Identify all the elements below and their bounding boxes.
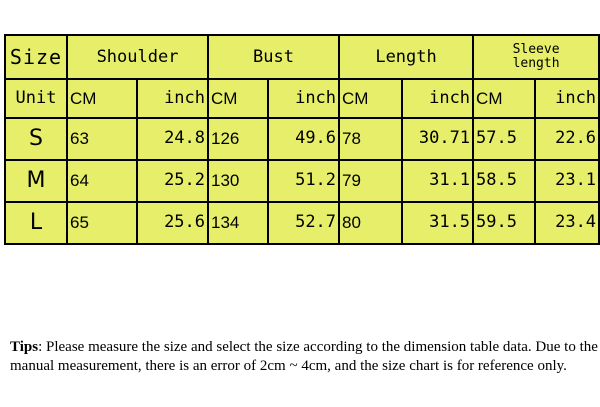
length-inch-unit: inch: [402, 79, 473, 118]
tips-note: [10, 338, 598, 376]
length-inch-cell: 31.1: [402, 160, 473, 202]
length-inch-cell: 31.5: [402, 202, 473, 244]
sleeve-cm-cell: 58.5: [473, 160, 535, 202]
sleeve-header-line2: length: [512, 56, 560, 72]
table-row: [5, 160, 599, 202]
bust-cm-cell: 134: [208, 202, 268, 244]
size-cell: S: [5, 118, 67, 160]
shoulder-cm-cell: 64: [67, 160, 137, 202]
table-row: [5, 202, 599, 244]
bust-inch-unit: inch: [268, 79, 339, 118]
sleeve-header-line1: Sleeve: [512, 41, 560, 57]
length-cm-cell: 78: [339, 118, 402, 160]
sleeve-inch-cell: 23.1: [535, 160, 599, 202]
size-header: Size: [5, 35, 67, 79]
size-chart-table: [4, 34, 600, 245]
size-cell: M: [5, 160, 67, 202]
sleeve-length-header: [473, 35, 599, 79]
sleeve-cm-cell: 57.5: [473, 118, 535, 160]
shoulder-inch-cell: 25.2: [137, 160, 208, 202]
bust-inch-cell: 51.2: [268, 160, 339, 202]
shoulder-cm-unit: CM: [67, 79, 137, 118]
bust-inch-cell: 49.6: [268, 118, 339, 160]
bust-inch-cell: 52.7: [268, 202, 339, 244]
shoulder-inch-cell: 24.8: [137, 118, 208, 160]
bust-cm-cell: 126: [208, 118, 268, 160]
length-inch-cell: 30.71: [402, 118, 473, 160]
shoulder-cm-cell: 65: [67, 202, 137, 244]
length-cm-cell: 79: [339, 160, 402, 202]
bust-cm-cell: 130: [208, 160, 268, 202]
shoulder-inch-cell: 25.6: [137, 202, 208, 244]
length-header: Length: [339, 35, 473, 79]
sleeve-inch-unit: inch: [535, 79, 599, 118]
shoulder-inch-unit: inch: [137, 79, 208, 118]
table-row: [5, 118, 599, 160]
tips-text: : Please measure the size and select the size according to the dimension table data. Due to the manual measurement, there is an error of 2cm ~ 4cm, and the size chart is for reference only.: [10, 339, 598, 374]
length-cm-unit: CM: [339, 79, 402, 118]
size-cell: L: [5, 202, 67, 244]
header-row: [5, 35, 599, 79]
length-cm-cell: 80: [339, 202, 402, 244]
tips-label: Tips: [10, 339, 39, 355]
sleeve-inch-cell: 22.6: [535, 118, 599, 160]
shoulder-header: Shoulder: [67, 35, 208, 79]
unit-row: [5, 79, 599, 118]
unit-label: Unit: [5, 79, 67, 118]
bust-cm-unit: CM: [208, 79, 268, 118]
sleeve-cm-cell: 59.5: [473, 202, 535, 244]
sleeve-inch-cell: 23.4: [535, 202, 599, 244]
bust-header: Bust: [208, 35, 339, 79]
shoulder-cm-cell: 63: [67, 118, 137, 160]
sleeve-cm-unit: CM: [473, 79, 535, 118]
